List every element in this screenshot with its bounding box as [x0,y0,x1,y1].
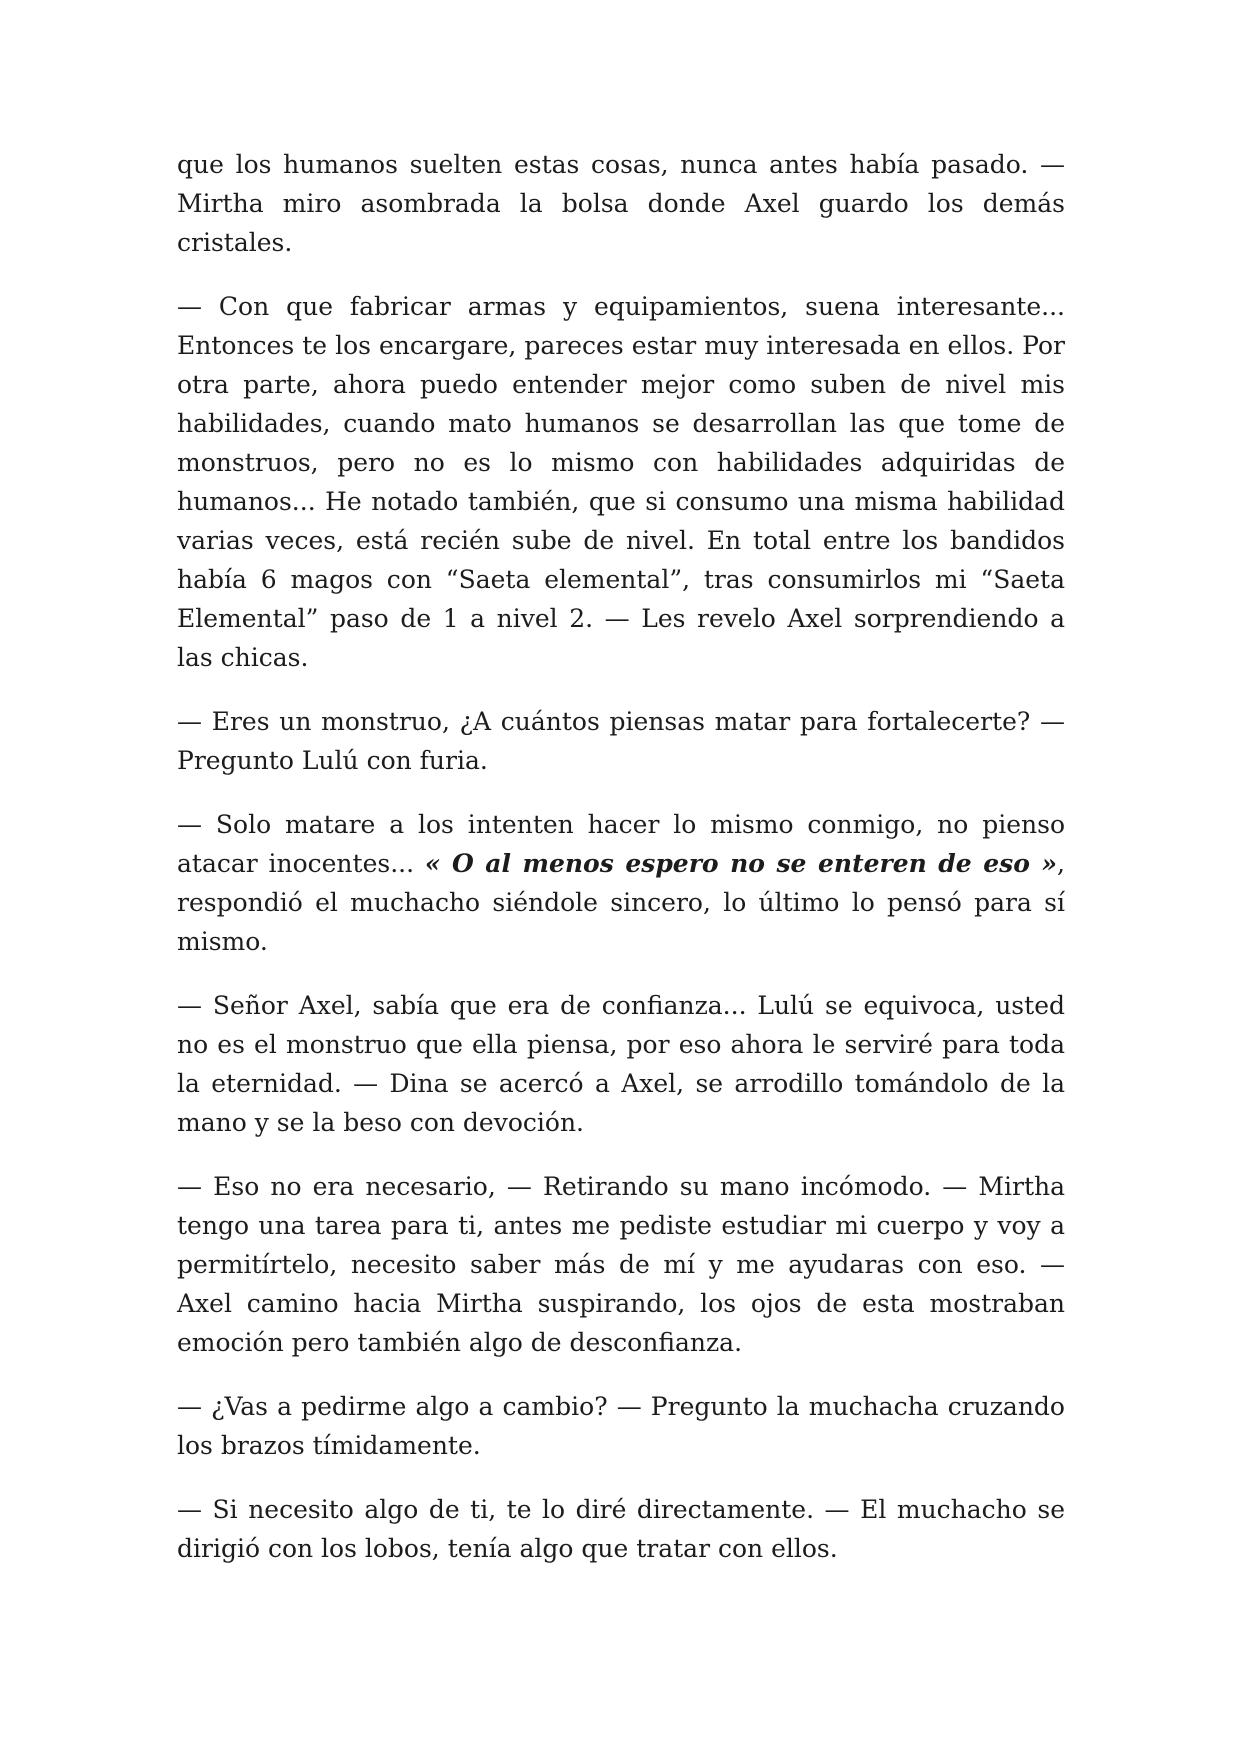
reply-text: — Solo matare a los intenten hacer lo mismo conmigo, no pienso atacar inocentes... [177,810,1065,878]
paragraph-axel-wolves: — Si necesito algo de ti, te lo diré directamente. — El muchacho se dirigió con los lobos, tenía algo que tratar con ellos. [177,1495,1065,1563]
paragraph-axel-reply [177,805,1065,961]
inner-thought: « O al menos espero no se enteren de eso » [424,849,1058,878]
paragraph-dina-devotion: — Señor Axel, sabía que era de confianza... Lulú se equivoca, usted no es el monstruo que ella piensa, por eso ahora le serviré para toda la eternidad. — Dina se acercó a Axel, se arrodillo tomándolo de la mano y se la beso con devoción. [177,991,1065,1137]
paragraph-lulu-question: — Eres un monstruo, ¿A cuántos piensas matar para fortalecerte? — Pregunto Lulú con furia. [177,707,1065,775]
paragraph-mirtha-question: — ¿Vas a pedirme algo a cambio? — Pregunto la muchacha cruzando los brazos tímidamente. [177,1392,1065,1460]
body-text [177,145,1065,1568]
paragraph-mirtha-crystals: que los humanos suelten estas cosas, nunca antes había pasado. — Mirtha miro asombrada la bolsa donde Axel guardo los demás cristales. [177,150,1065,257]
paragraph-axel-skills: — Con que fabricar armas y equipamientos, suena interesante... Entonces te los encargare, pareces estar muy interesada en ellos. Por otra parte, ahora puedo entender mejor como suben de nivel mis habilidades, cuando mato humanos se desarrollan las que tome de monstruos, pero no es lo mismo con habilidades adquiridas de humanos... He notado también, que si consumo una misma habilidad varias veces, está recién sube de nivel. En total entre los bandidos había 6 magos con “Saeta elemental”, tras consumirlos mi “Saeta Elemental” paso de 1 a nivel 2. — Les revelo Axel sorprendiendo a las chicas. [177,292,1065,672]
paragraph-mirtha-task: — Eso no era necesario, — Retirando su mano incómodo. — Mirtha tengo una tarea para ti, antes me pediste estudiar mi cuerpo y voy a permitírtelo, necesito saber más de mí y me ayudaras con eso. — Axel camino hacia Mirtha suspirando, los ojos de esta mostraban emoción pero también algo de desconfianza. [177,1172,1065,1357]
reply-text-end: , respondió el muchacho siéndole sincero, lo último lo pensó para sí mismo. [177,849,1065,956]
